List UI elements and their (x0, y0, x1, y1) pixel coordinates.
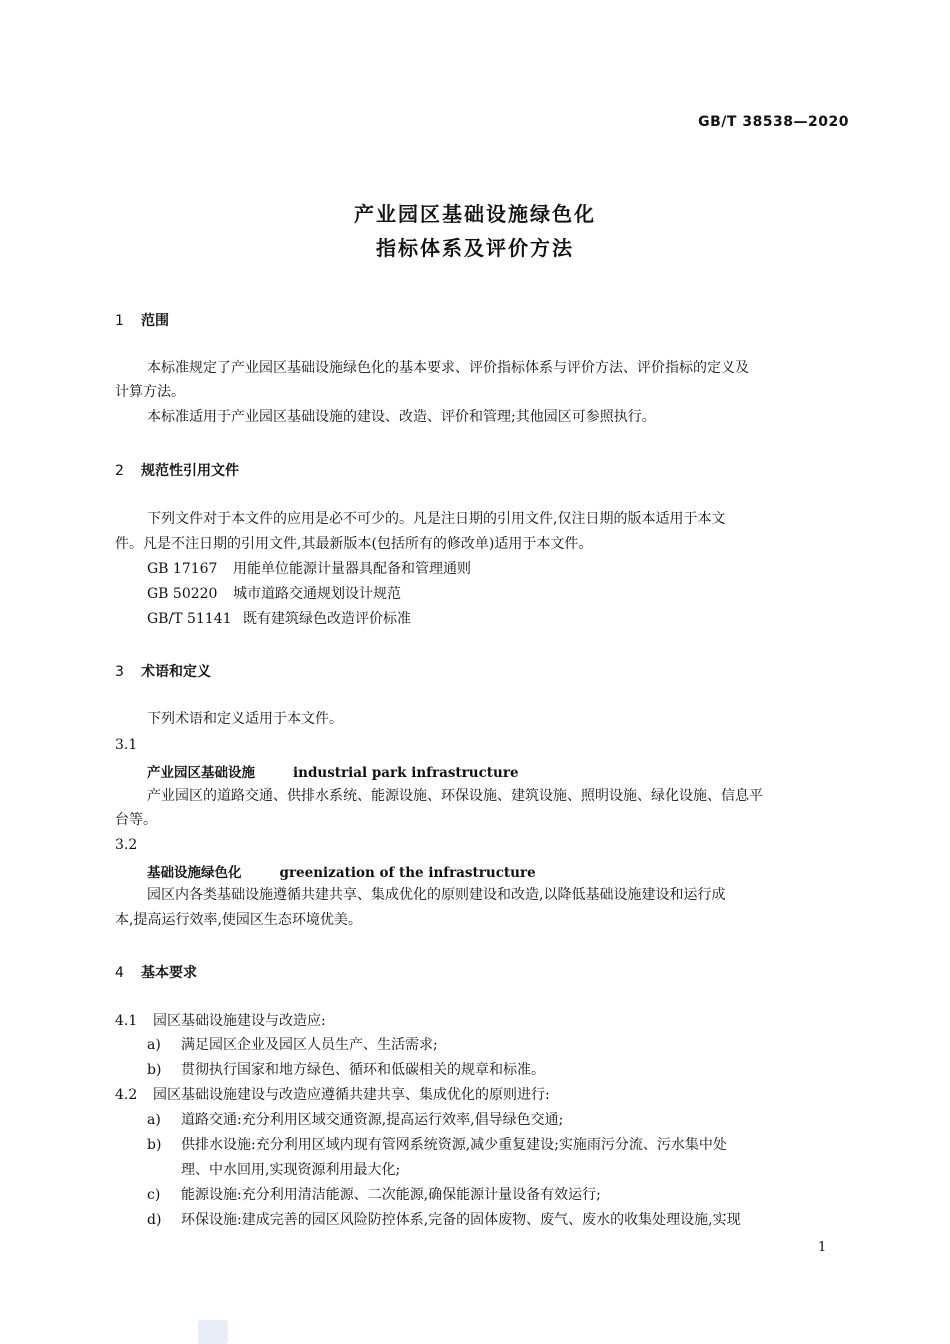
reference-item (147, 557, 471, 581)
section-number: 4 (115, 965, 124, 981)
list-item (147, 1033, 438, 1057)
list-text: 贯彻执行国家和地方绿色、循环和低碳相关的规章和标准。 (181, 1062, 545, 1078)
watermark-logo (198, 1320, 228, 1344)
document-title-line1: 产业园区基础设施绿色化 (354, 202, 596, 226)
list-text: 供排水设施:充分利用区域内现有管网系统资源,减少重复建设;实施雨污分流、污水集中处 (181, 1137, 727, 1153)
term-english: greenization of the infrastructure (279, 865, 536, 881)
list-text: 环保设施:建成完善的园区风险防控体系,完备的固体废物、废气、废水的收集处理设施,实现 (181, 1212, 741, 1228)
list-marker: d) (147, 1212, 162, 1228)
clause-text: 园区基础设施建设与改造应遵循共建共享、集成优化的原则进行: (153, 1087, 550, 1103)
list-marker: a) (147, 1112, 161, 1128)
section-title: 基本要求 (141, 965, 197, 981)
clause (115, 1083, 550, 1107)
term-number: 3.1 (115, 737, 138, 753)
section-title: 范围 (141, 313, 169, 329)
clause (115, 1009, 326, 1033)
list-marker: b) (147, 1137, 162, 1153)
section-2-heading (115, 460, 239, 480)
list-marker: b) (147, 1062, 162, 1078)
list-text: 满足园区企业及园区人员生产、生活需求; (181, 1037, 438, 1053)
reference-title: 既有建筑绿色改造评价标准 (243, 611, 411, 627)
reference-title: 用能单位能源计量器具配备和管理通则 (233, 561, 471, 577)
paragraph-line: 本标准规定了产业园区基础设施绿色化的基本要求、评价指标体系与评价方法、评价指标的定义及 (147, 360, 749, 376)
list-text: 能源设施:充分利用清洁能源、二次能源,确保能源计量设备有效运行; (181, 1187, 601, 1203)
paragraph: 下列术语和定义适用于本文件。 (147, 711, 343, 727)
clause-text: 园区基础设施建设与改造应: (153, 1013, 326, 1029)
list-text: 道路交通:充分利用区域交通资源,提高运行效率,倡导绿色交通; (181, 1112, 564, 1128)
paragraph: 本标准适用于产业园区基础设施的建设、改造、评价和管理;其他园区可参照执行。 (147, 409, 656, 425)
paragraph-line: 计算方法。 (115, 384, 185, 400)
section-title: 规范性引用文件 (141, 463, 239, 479)
reference-code: GB/T 51141 (147, 611, 232, 627)
section-title: 术语和定义 (141, 664, 211, 680)
section-1-heading (115, 310, 169, 330)
list-marker: a) (147, 1037, 161, 1053)
list-item (147, 1133, 727, 1157)
paragraph-line: 下列文件对于本文件的应用是必不可少的。凡是注日期的引用文件,仅注日期的版本适用于本文 (147, 511, 726, 527)
term-definition-line: 本,提高运行效率,使园区生态环境优美。 (115, 912, 362, 928)
reference-code: GB 50220 (147, 586, 218, 602)
section-number: 2 (115, 463, 124, 479)
term-chinese: 基础设施绿色化 (147, 865, 242, 881)
term-definition-line: 园区内各类基础设施遵循共建共享、集成优化的原则建设和改造,以降低基础设施建设和运行成 (147, 887, 726, 903)
reference-title: 城市道路交通规划设计规范 (233, 586, 401, 602)
list-item (147, 1183, 601, 1207)
list-item (147, 1208, 741, 1232)
section-4-heading (115, 962, 197, 982)
clause-number: 4.2 (115, 1087, 138, 1103)
paragraph-line: 件。凡是不注日期的引用文件,其最新版本(包括所有的修改单)适用于本文件。 (115, 536, 593, 552)
term-heading (147, 861, 536, 881)
section-number: 1 (115, 313, 124, 329)
reference-code: GB 17167 (147, 561, 218, 577)
term-chinese: 产业园区基础设施 (147, 765, 255, 781)
page-number: 1 (818, 1240, 827, 1255)
section-number: 3 (115, 664, 124, 680)
term-definition-line: 产业园区的道路交通、供排水系统、能源设施、环保设施、建筑设施、照明设施、绿化设施、信息平 (147, 788, 763, 804)
standard-number: GB/T 38538—2020 (698, 114, 849, 130)
reference-item (147, 607, 411, 631)
clause-number: 4.1 (115, 1013, 138, 1029)
document-title-line2: 指标体系及评价方法 (376, 236, 574, 260)
list-marker: c) (147, 1187, 161, 1203)
list-item (147, 1058, 545, 1082)
reference-item (147, 582, 401, 606)
term-definition-line: 台等。 (115, 812, 157, 828)
list-item-continuation: 理、中水回用,实现资源利用最大化; (181, 1162, 401, 1178)
term-heading (147, 761, 519, 781)
list-item (147, 1108, 563, 1132)
term-english: industrial park infrastructure (293, 765, 519, 781)
section-3-heading (115, 661, 211, 681)
term-number: 3.2 (115, 837, 138, 853)
